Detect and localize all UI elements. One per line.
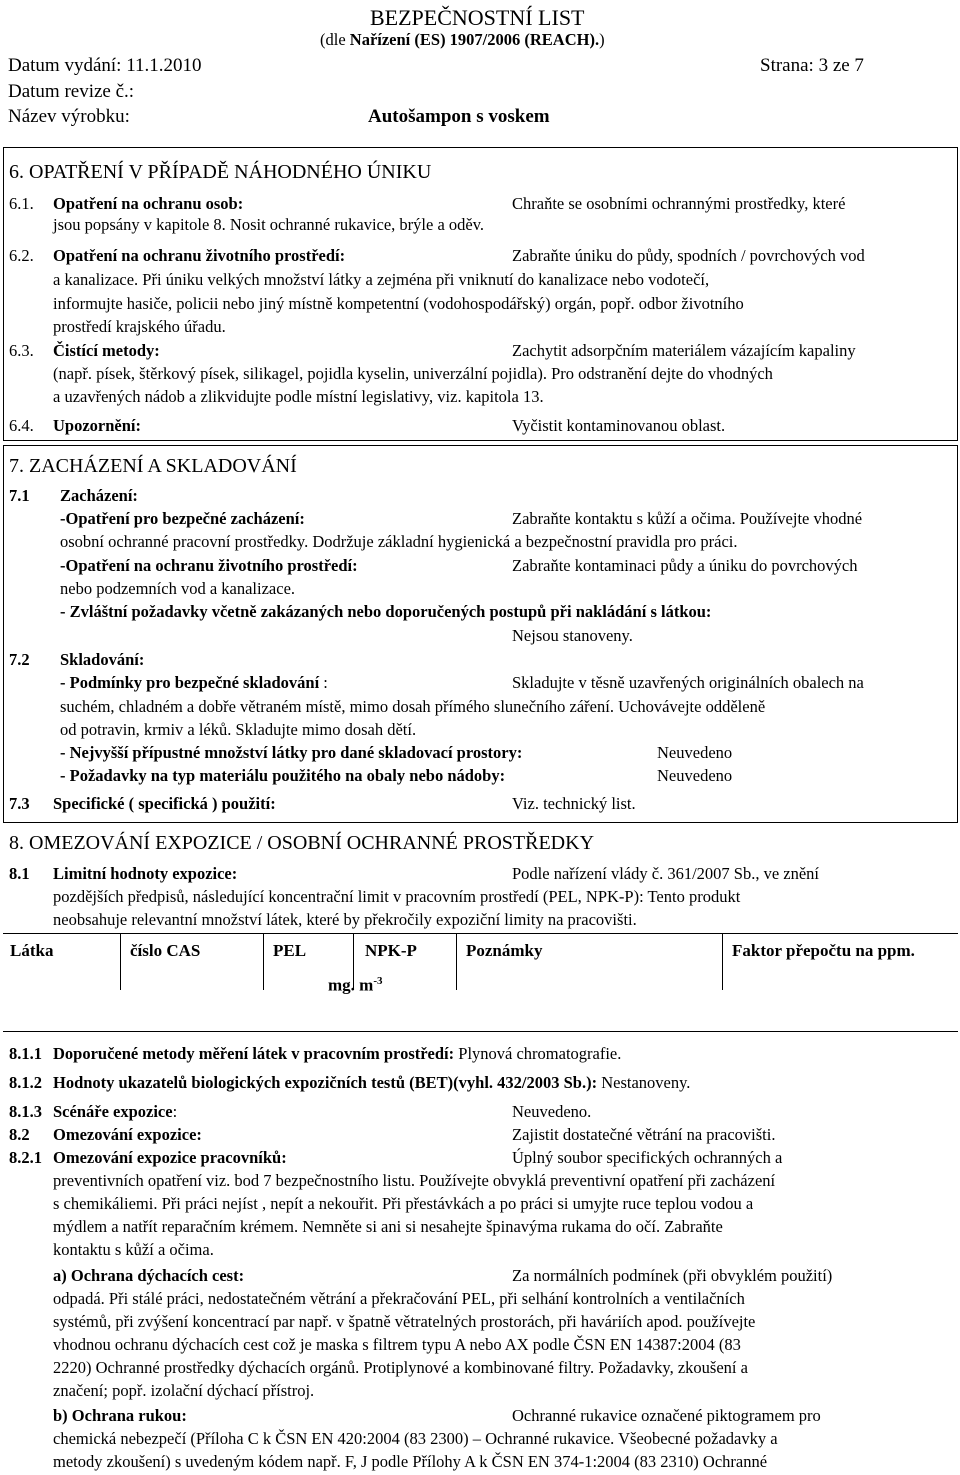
- item-7-2-1-title-row: [60, 673, 328, 693]
- regulation-bold: Nařízení (ES) 1907/2006 (REACH).: [349, 30, 600, 49]
- item-7-1-2-value: Zabraňte kontaminaci půdy a úniku do povrchových: [512, 556, 858, 575]
- item-6-2-title: Opatření na ochranu životního prostředí:: [53, 246, 346, 265]
- item-8-1-3-title: Scénáře expozice: [53, 1102, 173, 1121]
- item-7-2-1-line: suchém, chladném a dobře větraném místě, mimo dosah přímého slunečního záření. Uchovávejte odděleně: [60, 697, 766, 716]
- hand-protection-value: Ochranné rukavice označené piktogramem pro: [512, 1406, 821, 1425]
- table-header-substance: Látka: [10, 941, 54, 960]
- item-7-1-3-value: Nejsou stanoveny.: [512, 626, 633, 645]
- item-8-1-3-row: [9, 1102, 177, 1122]
- table-header-npk: NPK-P: [365, 941, 417, 960]
- item-8-1-3-value: Neuvedeno.: [512, 1102, 592, 1121]
- item-7-2-3-title: - Požadavky na typ materiálu použitého na obaly nebo nádoby:: [60, 766, 506, 785]
- section-7-heading: 7. ZACHÁZENÍ A SKLADOVÁNÍ: [9, 455, 297, 477]
- item-6-1-title: Opatření na ochranu osob:: [53, 194, 244, 213]
- respiratory-protection-line: systémů, při zvýšení koncentrací par např. v špatně větratelných prostorách, při haváriích apod. používejte: [53, 1312, 756, 1331]
- regulation-reference: [320, 30, 605, 50]
- item-6-4-number: 6.4.: [9, 416, 34, 435]
- respiratory-protection-line: 2220) Ochranné prostředky dýchacích orgánů. Protiplynové a kombinované filtry. Požadavky, zkoušení a: [53, 1358, 748, 1377]
- regulation-prefix: (dle: [320, 30, 350, 49]
- product-name: Autošampon s voskem: [368, 106, 550, 127]
- item-6-3-number: 6.3.: [9, 341, 34, 360]
- item-6-4-value: Vyčistit kontaminovanou oblast.: [512, 416, 726, 435]
- item-7-2-number: 7.2: [9, 650, 30, 669]
- item-8-2-1-value: Úplný soubor specifických ochranných a: [512, 1148, 783, 1167]
- table-header-pel: PEL: [273, 941, 307, 960]
- item-6-2-number: 6.2.: [9, 246, 34, 265]
- item-8-1-value: Podle nařízení vlády č. 361/2007 Sb., ve znění: [512, 864, 820, 883]
- item-8-2-title: Omezování expozice:: [53, 1125, 202, 1144]
- item-7-2-1-line: od potravin, krmiv a léků. Skladujte mimo dosah dětí.: [60, 720, 417, 739]
- table-bottom-border: [3, 1031, 958, 1032]
- item-7-1-1-line: osobní ochranné pracovní prostředky. Dodržuje základní hygienická a bezpečnostní pravidla pro práci.: [60, 532, 738, 551]
- item-8-1-1-value: Plynová chromatografie.: [454, 1044, 622, 1063]
- item-6-3-value: Zachytit adsorpčním materiálem vázajícím kapaliny: [512, 341, 856, 360]
- respiratory-protection-line: značení; popř. izolační dýchací přístroj.: [53, 1381, 315, 1400]
- item-6-2-value: Zabraňte úniku do půdy, spodních / povrchových vod: [512, 246, 865, 265]
- item-7-2-2-title: - Nejvyšší přípustné množství látky pro dané skladovací prostory:: [60, 743, 523, 762]
- page-number: Strana: 3 ze 7: [760, 55, 864, 76]
- item-8-2-number: 8.2: [9, 1125, 30, 1144]
- item-6-3-title: Čistící metody:: [53, 341, 160, 360]
- item-6-2-line: a kanalizace. Při úniku velkých množství látky a zejména při vniknutí do kanalizace nebo vodotečí,: [53, 270, 710, 289]
- revision-date: Datum revize č.:: [8, 81, 135, 102]
- item-8-2-1-number: 8.2.1: [9, 1148, 42, 1167]
- respiratory-protection-line: vhodnou ochranu dýchacích cest což je maska s filtrem typu A nebo AX podle ČSN EN 14387:2004 (83: [53, 1335, 741, 1354]
- item-7-1-1-value: Zabraňte kontaktu s kůží a očima. Používejte vhodné: [512, 509, 863, 528]
- item-6-1-line: jsou popsány v kapitole 8. Nosit ochranné rukavice, brýle a oděv.: [53, 215, 485, 234]
- item-8-2-1-line: kontaktu s kůží a očima.: [53, 1240, 214, 1259]
- item-8-1-2-title: Hodnoty ukazatelů biologických expozičních testů (BET)(vyhl. 432/2003 Sb.):: [53, 1073, 598, 1092]
- item-8-1-2-row: [9, 1073, 690, 1093]
- respiratory-protection-line: odpadá. Při stálé práci, nedostatečném větrání a překračování PEL, při selhání kontrolních a ventilačních: [53, 1289, 745, 1308]
- table-header-cas: číslo CAS: [130, 941, 201, 960]
- document-title: BEZPEČNOSTNÍ LIST: [370, 5, 585, 30]
- item-8-1-1-row: [9, 1044, 621, 1064]
- table-divider: [722, 933, 723, 990]
- section-6-heading: 6. OPATŘENÍ V PŘÍPADĚ NÁHODNÉHO ÚNIKU: [9, 161, 432, 183]
- item-7-1-2-title: -Opatření na ochranu životního prostředí:: [60, 556, 358, 575]
- item-7-2-2-value: Neuvedeno: [657, 743, 733, 762]
- item-7-2-1-title: - Podmínky pro bezpečné skladování: [60, 673, 320, 692]
- item-8-1-number: 8.1: [9, 864, 30, 883]
- item-8-1-2-value: Nestanoveny.: [597, 1073, 691, 1092]
- item-7-3-value: Viz. technický list.: [512, 794, 636, 813]
- item-6-2-line: informujte hasiče, policii nebo jiný místně kompetentní (vodohospodářský) orgán, popř. odbor životního: [53, 294, 744, 313]
- item-8-1-line: pozdějších předpisů, následující koncentrační limit v pracovním prostředí (PEL, NPK-P): Tento produkt: [53, 887, 741, 906]
- item-6-1-value: Chraňte se osobními ochrannými prostředky, které: [512, 194, 846, 213]
- item-8-1-1-title: Doporučené metody měření látek v pracovním prostředí:: [53, 1044, 455, 1063]
- item-8-2-1-line: preventivních opatření viz. bod 7 bezpečnostního listu. Používejte obvyklá preventivní opatření při zacházení: [53, 1171, 776, 1190]
- table-divider: [456, 933, 457, 990]
- item-7-3-title: Specifické ( specifická ) použití:: [53, 794, 276, 813]
- item-8-1-line: neobsahuje relevantní množství látek, které by překročily expoziční limity na pracovišti.: [53, 910, 637, 929]
- item-7-2-1-colon: :: [319, 673, 328, 692]
- item-7-1-title: Zacházení:: [60, 486, 138, 505]
- item-7-1-3-title: - Zvláštní požadavky včetně zakázaných nebo doporučených postupů při nakládání s látkou:: [60, 602, 712, 621]
- item-8-1-3-colon: :: [172, 1102, 178, 1121]
- hand-protection-line: metody zkoušení) s uvedeným kódem např. F, J podle Přílohy A k ČSN EN 374-1:2004 (83 2310) Ochranné: [53, 1452, 768, 1471]
- hand-protection-title: b) Ochrana rukou:: [53, 1406, 187, 1425]
- section-8-heading: 8. OMEZOVÁNÍ EXPOZICE / OSOBNÍ OCHRANNÉ PROSTŘEDKY: [9, 832, 595, 854]
- item-7-1-2-line: nebo podzemních vod a kanalizace.: [60, 579, 296, 598]
- issue-date: Datum vydání: 11.1.2010: [8, 55, 202, 76]
- hand-protection-line: chemická nebezpečí (Příloha C k ČSN EN 420:2004 (83 2300) – Ochranné rukavice. Všeobecné požadavky a: [53, 1429, 778, 1448]
- item-7-2-3-value: Neuvedeno: [657, 766, 733, 785]
- table-header-notes: Poznámky: [466, 941, 543, 960]
- table-header-unit-sup: -3: [373, 975, 383, 987]
- table-divider: [120, 933, 121, 990]
- item-6-4-title: Upozornění:: [53, 416, 141, 435]
- item-8-2-1-line: s chemikáliemi. Při práci nejíst , nepít a nekouřit. Při přestávkách a po práci si umyjte ruce teplou vodou a: [53, 1194, 754, 1213]
- item-7-2-title: Skladování:: [60, 650, 145, 669]
- item-8-1-2-number: 8.1.2: [9, 1073, 42, 1092]
- respiratory-protection-value: Za normálních podmínek (při obvyklém použití): [512, 1266, 833, 1285]
- item-8-1-1-number: 8.1.1: [9, 1044, 42, 1063]
- item-6-2-line: prostředí krajského úřadu.: [53, 317, 226, 336]
- item-7-2-1-value: Skladujte v těsně uzavřených originálních obalech na: [512, 673, 864, 692]
- item-6-1-number: 6.1.: [9, 194, 34, 213]
- item-7-1-1-title: -Opatření pro bezpečné zacházení:: [60, 509, 305, 528]
- item-6-3-line: (např. písek, štěrkový písek, silikagel, pojidla kyselin, univerzální pojidla). Pro odstranění dejte do vhodných: [53, 364, 773, 383]
- product-label: Název výrobku:: [8, 106, 130, 127]
- table-top-border: [3, 933, 958, 934]
- item-7-3-number: 7.3: [9, 794, 30, 813]
- respiratory-protection-title: a) Ochrana dýchacích cest:: [53, 1266, 245, 1285]
- item-8-2-1-title: Omezování expozice pracovníků:: [53, 1148, 287, 1167]
- regulation-suffix: ): [599, 30, 605, 49]
- item-6-3-line: a uzavřených nádob a zlikvidujte podle místní legislativy, viz. kapitola 13.: [53, 387, 544, 406]
- item-8-1-title: Limitní hodnoty expozice:: [53, 864, 238, 883]
- table-header-unit-text: mg. m: [328, 975, 374, 995]
- item-8-2-value: Zajistit dostatečné větrání na pracovišti.: [512, 1125, 776, 1144]
- table-header-unit: [328, 971, 383, 996]
- item-8-2-1-line: mýdlem a natřít reparačním krémem. Nemněte si ani si nesahejte špinavýma rukama do očí. Zabraňte: [53, 1217, 723, 1236]
- item-7-1-number: 7.1: [9, 486, 30, 505]
- table-header-ppm-factor: Faktor přepočtu na ppm.: [732, 941, 915, 960]
- table-divider: [263, 933, 264, 990]
- item-8-1-3-number: 8.1.3: [9, 1102, 42, 1121]
